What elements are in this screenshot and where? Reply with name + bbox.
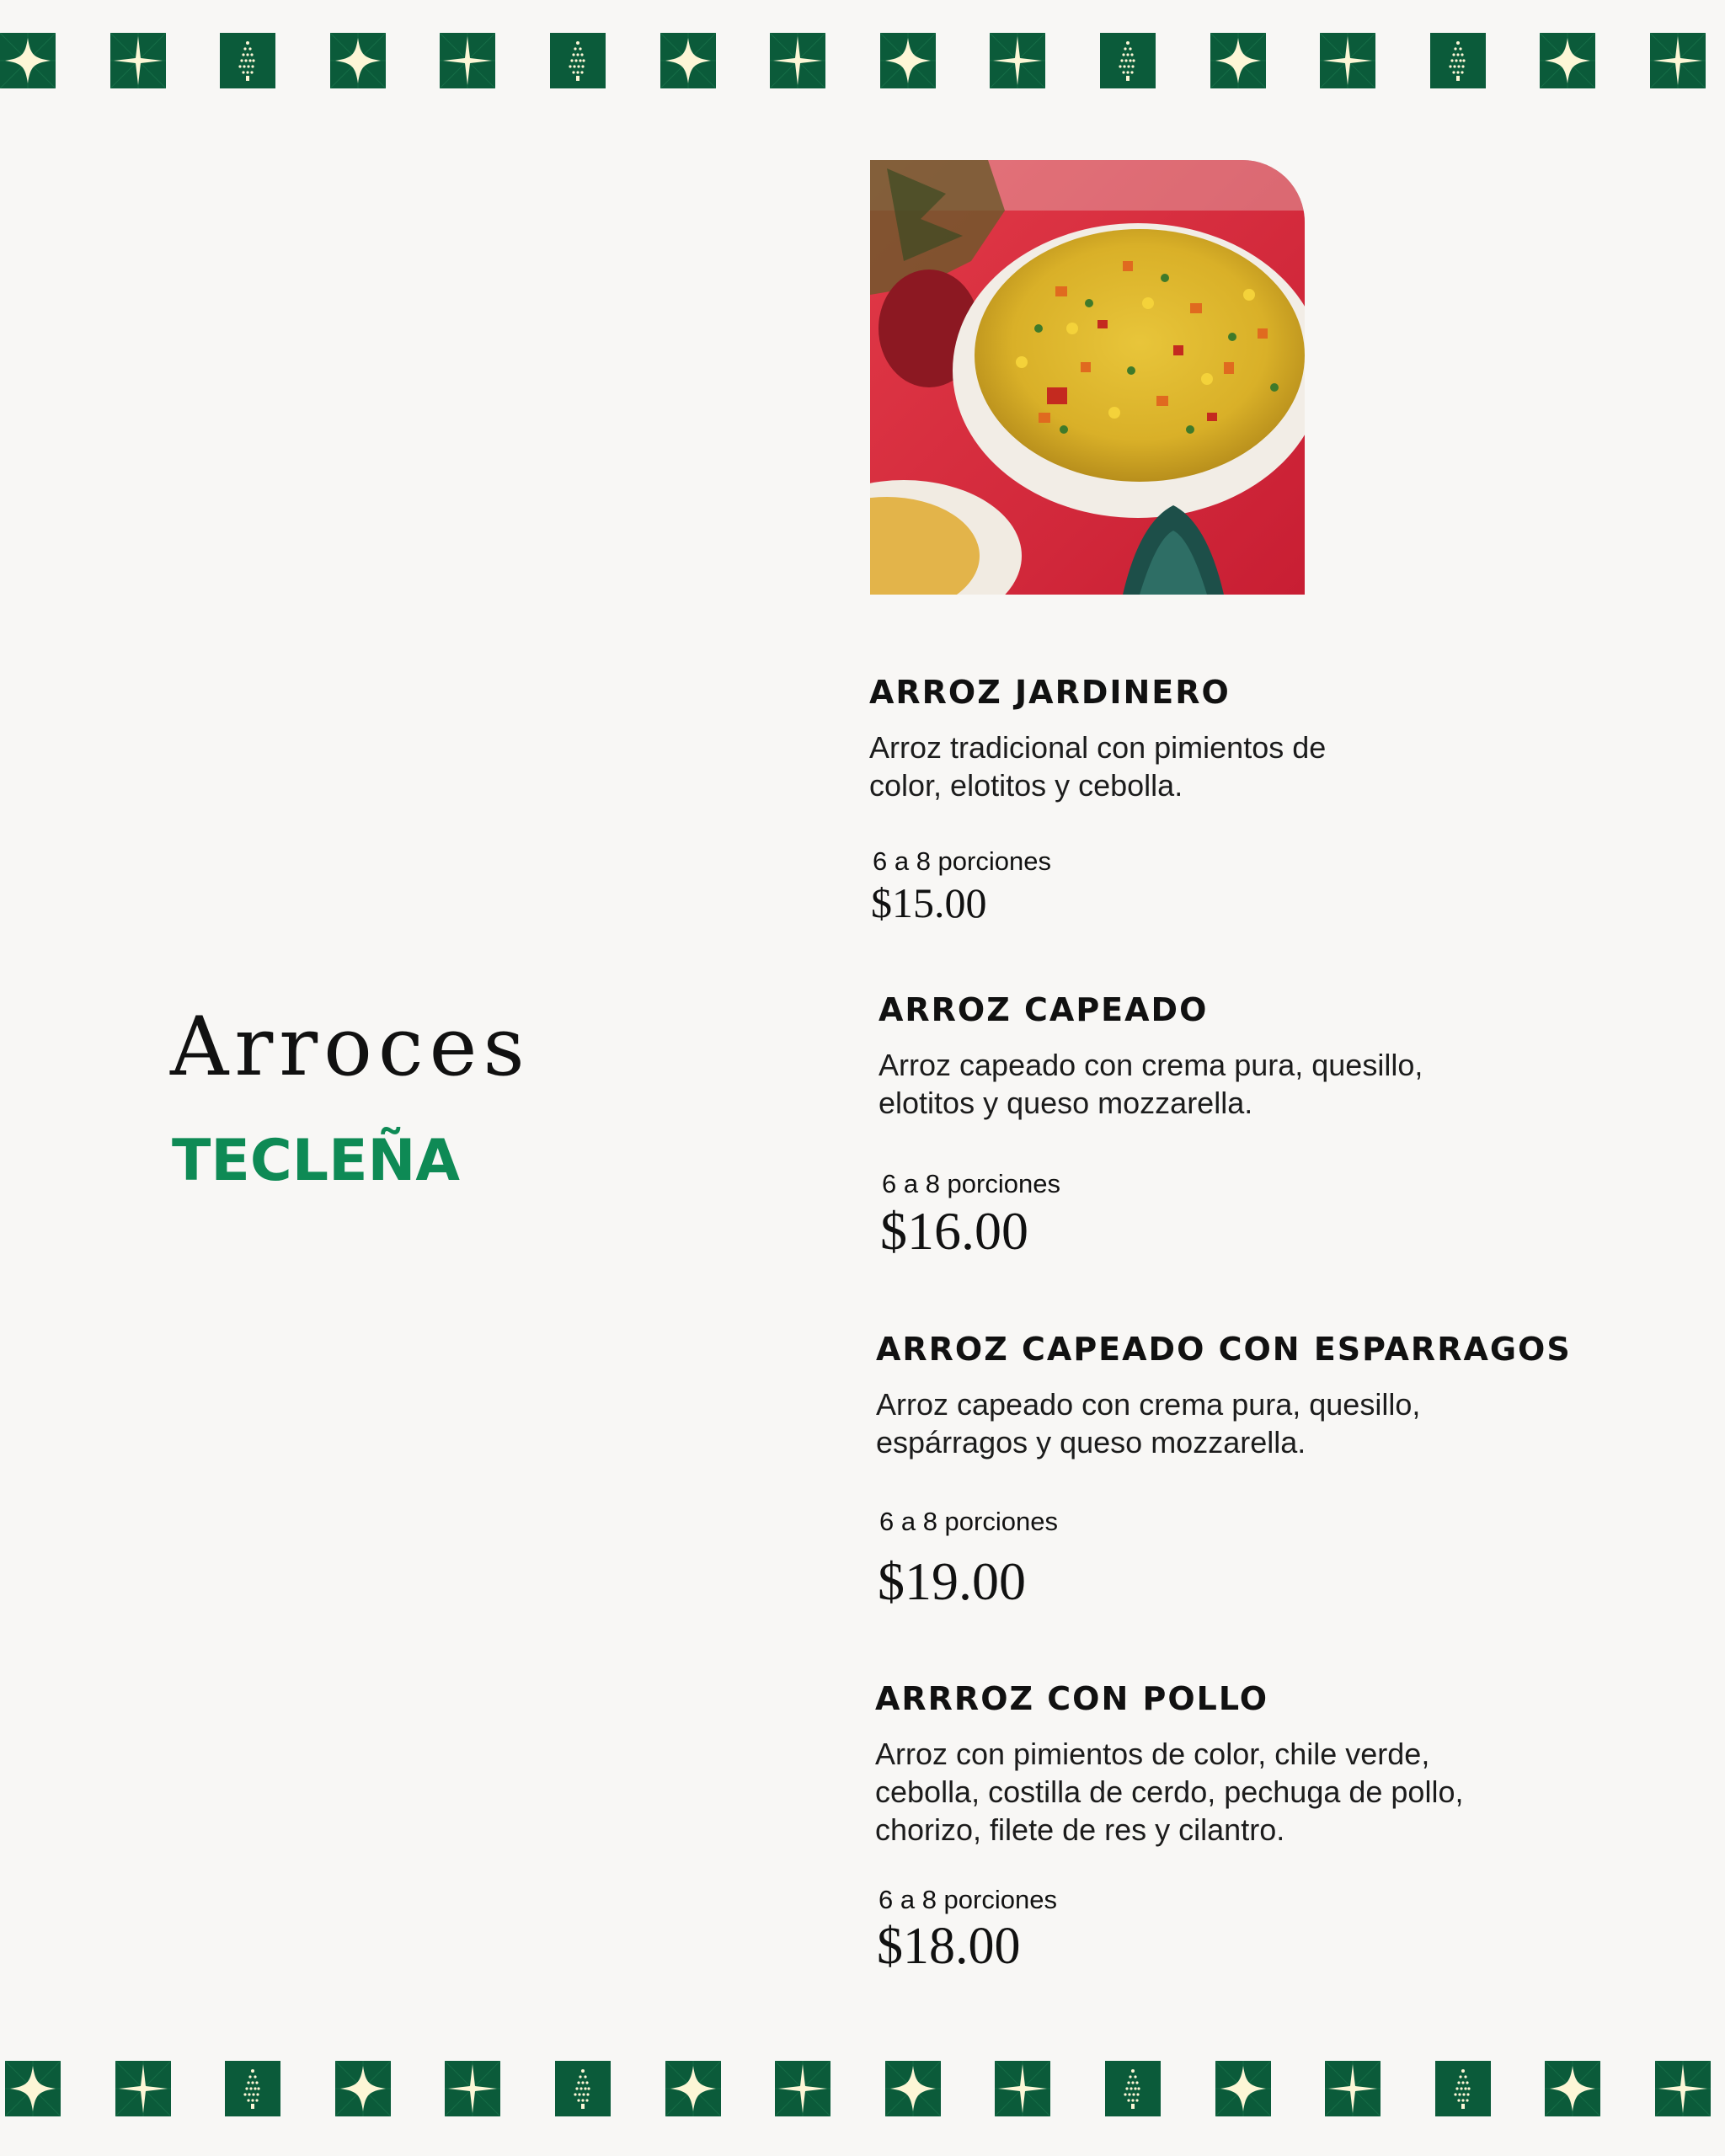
cross-star-tile-icon xyxy=(1325,2061,1381,2116)
star-tile-icon xyxy=(0,33,56,88)
section-title: Arroces xyxy=(170,1000,531,1094)
menu-item-arroz-con-pollo xyxy=(875,1680,1549,1977)
cross-star-tile-icon xyxy=(1655,2061,1711,2116)
menu-item-arroz-jardinero xyxy=(869,676,1543,929)
star-tile-icon xyxy=(5,2061,61,2116)
cross-star-tile-icon xyxy=(770,33,825,88)
item-portion: 6 a 8 porciones xyxy=(873,846,1051,876)
star-tile-icon xyxy=(880,33,936,88)
christmas-tree-tile-icon xyxy=(1430,33,1486,88)
star-tile-icon xyxy=(335,2061,391,2116)
cross-star-tile-icon xyxy=(115,2061,171,2116)
cross-star-tile-icon xyxy=(440,33,495,88)
cross-star-tile-icon xyxy=(775,2061,830,2116)
christmas-tree-tile-icon xyxy=(1100,33,1156,88)
item-price: $16.00 xyxy=(880,1201,1028,1261)
item-price: $15.00 xyxy=(871,879,987,926)
item-portion: 6 a 8 porciones xyxy=(879,1885,1057,1914)
menu-item-arroz-capeado-esparragos xyxy=(876,1331,1572,1611)
item-portion: 6 a 8 porciones xyxy=(879,1507,1058,1536)
menu-item-arroz-capeado xyxy=(879,991,1552,1263)
cross-star-tile-icon xyxy=(990,33,1045,88)
star-tile-icon xyxy=(1545,2061,1600,2116)
item-description: Arroz capeado con crema pura, quesillo, espárragos y queso mozzarella. xyxy=(876,1387,1421,1460)
star-tile-icon xyxy=(1215,2061,1271,2116)
item-description: Arroz con pimientos de color, chile verde, cebolla, costilla de cerdo, pechuga de pollo, chorizo, filete de res y cilantro. xyxy=(875,1737,1464,1847)
cross-star-tile-icon xyxy=(1320,33,1375,88)
star-tile-icon xyxy=(330,33,386,88)
item-name: ARRROZ CON POLLO xyxy=(875,1680,1269,1717)
item-name: ARROZ CAPEADO xyxy=(879,991,1209,1028)
item-name: ARROZ CAPEADO CON ESPARRAGOS xyxy=(876,1331,1572,1368)
item-price: $18.00 xyxy=(877,1918,1021,1975)
star-tile-icon xyxy=(1210,33,1266,88)
item-description: Arroz tradicional con pimientos de color, elotitos y cebolla. xyxy=(869,730,1327,803)
item-portion: 6 a 8 porciones xyxy=(882,1169,1060,1198)
cross-star-tile-icon xyxy=(1650,33,1706,88)
christmas-tree-tile-icon xyxy=(1435,2061,1491,2116)
cross-star-tile-icon xyxy=(110,33,166,88)
christmas-tree-tile-icon xyxy=(550,33,606,88)
star-tile-icon xyxy=(660,33,716,88)
christmas-tree-tile-icon xyxy=(225,2061,280,2116)
item-name: ARROZ JARDINERO xyxy=(869,674,1231,711)
christmas-tree-tile-icon xyxy=(555,2061,611,2116)
star-tile-icon xyxy=(1540,33,1595,88)
item-description: Arroz capeado con crema pura, quesillo, elotitos y queso mozzarella. xyxy=(879,1048,1423,1120)
cross-star-tile-icon xyxy=(995,2061,1050,2116)
christmas-tree-tile-icon xyxy=(220,33,275,88)
arroz-jardinero-photo xyxy=(870,160,1305,595)
christmas-tree-tile-icon xyxy=(1105,2061,1161,2116)
top-border xyxy=(0,33,1725,90)
item-price: $19.00 xyxy=(878,1551,1026,1611)
star-tile-icon xyxy=(665,2061,721,2116)
star-tile-icon xyxy=(885,2061,941,2116)
cross-star-tile-icon xyxy=(445,2061,500,2116)
bottom-border xyxy=(0,2061,1725,2118)
brand-logo-text: TECLEÑA xyxy=(172,1128,461,1194)
